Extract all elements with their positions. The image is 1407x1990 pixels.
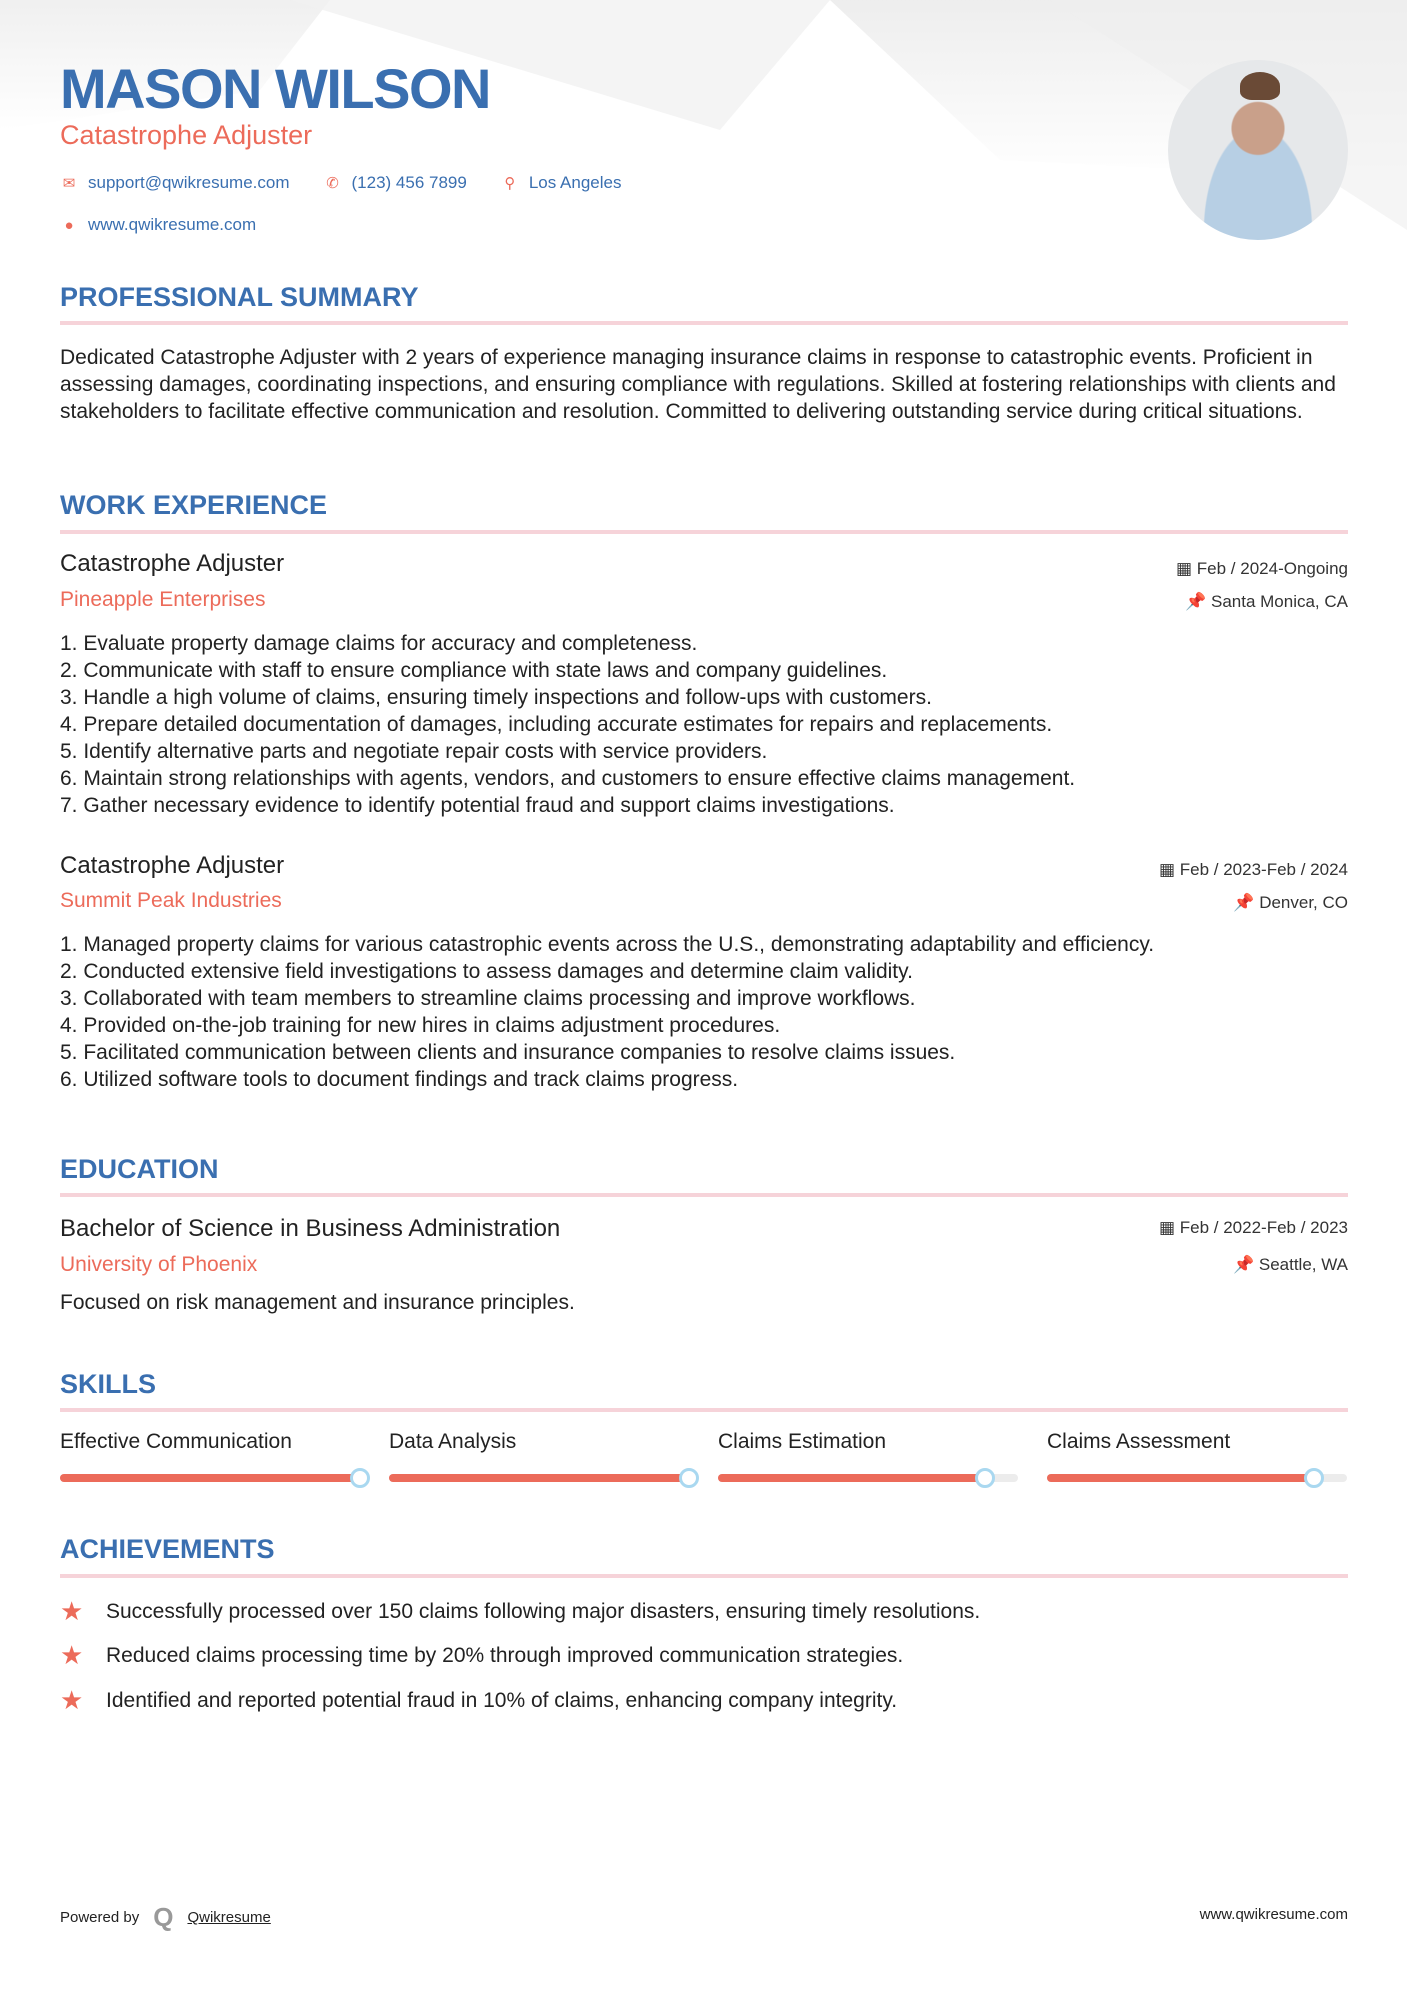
- pin-icon: 📌: [1232, 1255, 1259, 1274]
- footer-site[interactable]: www.qwikresume.com: [1199, 1906, 1348, 1923]
- skill-level-knob: [975, 1468, 995, 1488]
- skill-item: [1047, 1430, 1347, 1454]
- date-text: Feb / 2024-Ongoing: [1196, 559, 1348, 578]
- location-text: Denver, CO: [1259, 893, 1348, 912]
- list-item: 4. Provided on-the-job training for new hires in claims adjustment procedures.: [60, 1014, 781, 1037]
- achievement-text: Identified and reported potential fraud in 10% of claims, enhancing company integrity.: [106, 1688, 898, 1712]
- list-item: 5. Facilitated communication between clients and insurance companies to resolve claims issues.: [60, 1041, 956, 1064]
- phone-text: (123) 456 7899: [351, 173, 467, 192]
- skill-name: Effective Communication: [60, 1430, 292, 1453]
- section-heading-work: WORK EXPERIENCE: [60, 490, 328, 520]
- list-item: 2. Conducted extensive field investigations to assess damages and determine claim validity.: [60, 960, 913, 983]
- list-item: 1. Evaluate property damage claims for accuracy and completeness.: [60, 632, 698, 655]
- job-location: [1185, 592, 1348, 612]
- job-location: [1233, 893, 1348, 913]
- website-row: [60, 215, 256, 235]
- achievement-item: [60, 1640, 903, 1671]
- job-company: Pineapple Enterprises: [60, 588, 266, 611]
- list-item: 6. Utilized software tools to document findings and track claims progress.: [60, 1068, 739, 1091]
- star-icon: ★: [60, 1685, 84, 1715]
- section-heading-summary: PROFESSIONAL SUMMARY: [60, 282, 419, 312]
- calendar-icon: ▦: [1158, 860, 1180, 879]
- skill-name: Claims Assessment: [1047, 1430, 1231, 1453]
- skill-level-knob: [679, 1468, 699, 1488]
- achievement-item: [60, 1685, 897, 1716]
- email-link[interactable]: support@qwikresume.com: [88, 173, 290, 192]
- skill-item: [60, 1430, 360, 1454]
- powered-by-text: Powered by: [60, 1909, 140, 1926]
- location-text: Los Angeles: [528, 173, 622, 192]
- skill-level-bar: [1047, 1474, 1347, 1482]
- skill-name: Data Analysis: [389, 1430, 517, 1453]
- job-title: Catastrophe Adjuster: [60, 550, 285, 577]
- divider: [60, 1574, 1348, 1578]
- job-date: [1159, 860, 1348, 880]
- calendar-icon: ▦: [1175, 559, 1197, 578]
- avatar: [1168, 60, 1348, 240]
- qwikresume-logo-icon: Q: [153, 1902, 174, 1932]
- list-item: 3. Collaborated with team members to streamline claims processing and improve workflows.: [60, 987, 916, 1010]
- section-heading-education: EDUCATION: [60, 1154, 219, 1184]
- list-item: 2. Communicate with staff to ensure compliance with state laws and company guidelines.: [60, 659, 888, 682]
- candidate-title: Catastrophe Adjuster: [60, 120, 313, 150]
- envelope-icon: ✉: [62, 175, 76, 192]
- job-bullets: [60, 630, 1348, 819]
- divider: [60, 321, 1348, 325]
- skill-item: [718, 1430, 1018, 1454]
- map-pin-icon: ⚲: [504, 175, 516, 192]
- skill-level-fill: [389, 1474, 689, 1482]
- skill-level-bar: [718, 1474, 1018, 1482]
- website-link[interactable]: www.qwikresume.com: [88, 215, 257, 234]
- pin-icon: 📌: [1233, 893, 1260, 912]
- brand-link[interactable]: Qwikresume: [187, 1909, 271, 1926]
- pin-icon: 📌: [1185, 592, 1211, 611]
- candidate-name: MASON WILSON: [60, 57, 490, 120]
- education-date: [1159, 1218, 1348, 1238]
- date-text: Feb / 2022-Feb / 2023: [1179, 1218, 1348, 1237]
- skill-name: Claims Estimation: [718, 1430, 887, 1453]
- location-text: Seattle, WA: [1258, 1255, 1348, 1274]
- job-title: Catastrophe Adjuster: [60, 852, 285, 879]
- skill-level-bar: [389, 1474, 689, 1482]
- education-description: Focused on risk management and insurance principles.: [60, 1291, 575, 1314]
- list-item: 5. Identify alternative parts and negotiate repair costs with service providers.: [60, 740, 768, 763]
- skill-level-knob: [1304, 1468, 1324, 1488]
- location-text: Santa Monica, CA: [1210, 592, 1348, 611]
- divider: [60, 1193, 1348, 1197]
- job-company: Summit Peak Industries: [60, 889, 282, 912]
- achievement-text: Successfully processed over 150 claims following major disasters, ensuring timely resolutions.: [106, 1599, 981, 1623]
- school: University of Phoenix: [60, 1253, 258, 1276]
- skill-level-bar: [60, 1474, 360, 1482]
- achievement-item: [60, 1596, 980, 1627]
- skill-item: [389, 1430, 689, 1454]
- date-text: Feb / 2023-Feb / 2024: [1179, 860, 1348, 879]
- star-icon: ★: [60, 1596, 84, 1626]
- job-date: [1176, 559, 1348, 579]
- achievement-text: Reduced claims processing time by 20% through improved communication strategies.: [106, 1643, 904, 1667]
- skill-level-fill: [60, 1474, 360, 1482]
- section-heading-skills: SKILLS: [60, 1369, 157, 1399]
- skill-level-fill: [718, 1474, 985, 1482]
- globe-icon: ●: [64, 216, 74, 234]
- skills-list: [60, 1430, 1348, 1490]
- skill-level-fill: [1047, 1474, 1314, 1482]
- list-item: 3. Handle a high volume of claims, ensuring timely inspections and follow-ups with customers.: [60, 686, 932, 709]
- star-icon: ★: [60, 1640, 84, 1670]
- calendar-icon: ▦: [1158, 1218, 1180, 1237]
- contact-row: [60, 173, 621, 193]
- footer-powered: [60, 1902, 271, 1933]
- list-item: 1. Managed property claims for various catastrophic events across the U.S., demonstrating adaptability and efficiency.: [60, 933, 1155, 956]
- phone-icon: ✆: [326, 175, 339, 192]
- divider: [60, 530, 1348, 534]
- education-location: [1233, 1255, 1348, 1275]
- divider: [60, 1408, 1348, 1412]
- section-heading-achievements: ACHIEVEMENTS: [60, 1534, 275, 1564]
- skill-level-knob: [350, 1468, 370, 1488]
- job-bullets: [60, 931, 1348, 1093]
- list-item: 7. Gather necessary evidence to identify potential fraud and support claims investigations.: [60, 794, 895, 817]
- summary-text: Dedicated Catastrophe Adjuster with 2 years of experience managing insurance claims in response to catastrophic events. Proficient in assessing damages, coordinating inspections, and ensuring compliance with regulations. Skilled at fostering relationships with clients and stakeholders to facilitate effective communication and resolution. Committed to delivering outstanding service during critical situations.: [60, 346, 1336, 423]
- degree: Bachelor of Science in Business Administration: [60, 1215, 561, 1242]
- list-item: 6. Maintain strong relationships with agents, vendors, and customers to ensure effective claims management.: [60, 767, 1076, 790]
- list-item: 4. Prepare detailed documentation of damages, including accurate estimates for repairs and replacements.: [60, 713, 1053, 736]
